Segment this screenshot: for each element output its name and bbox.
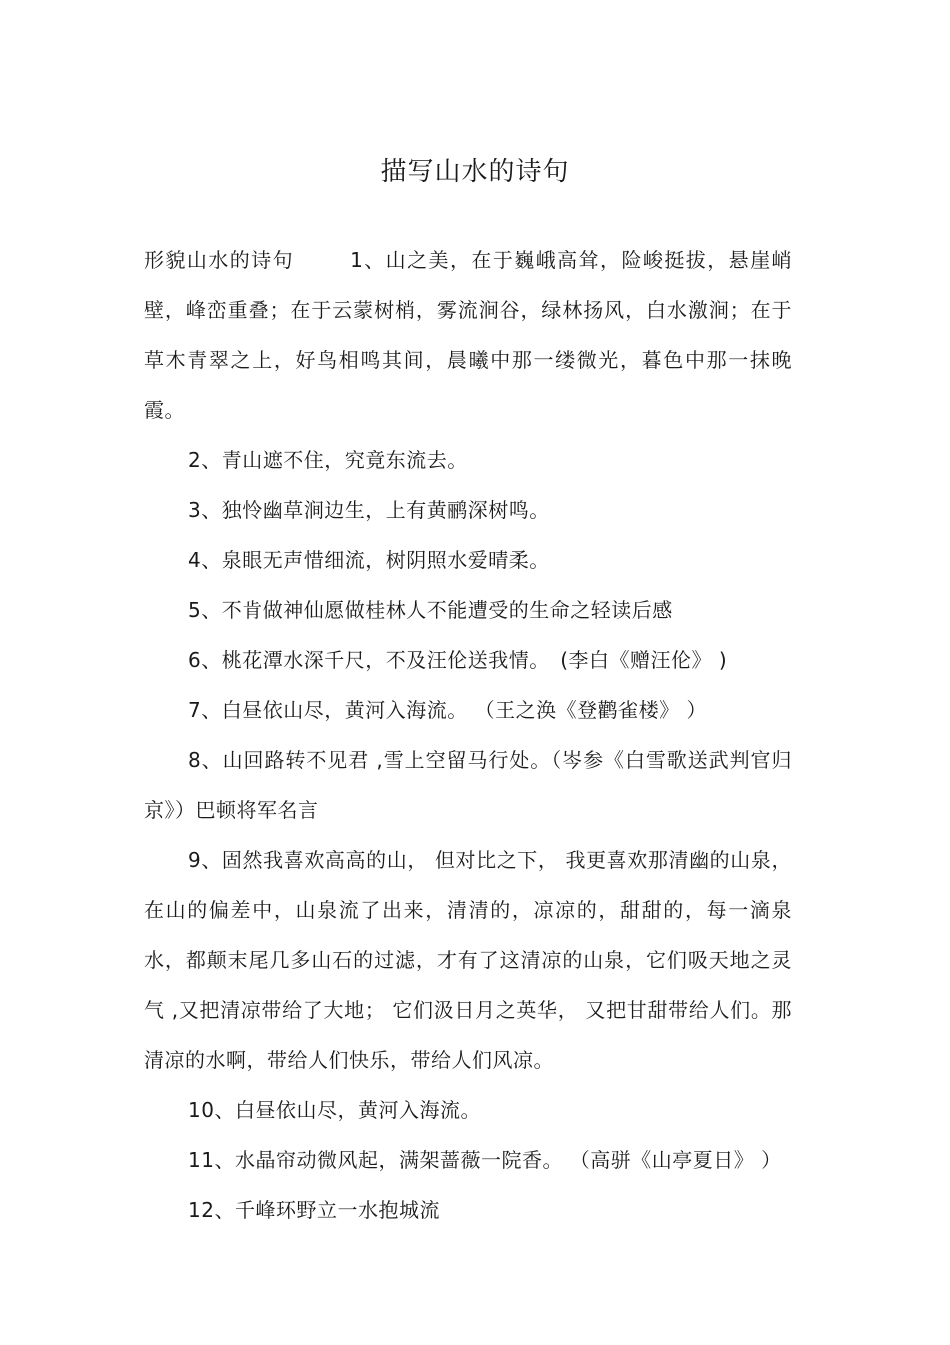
- paragraph-1-text: 1、山之美，在于巍峨高耸，险峻挺拔，悬崖峭壁，峰峦重叠；在于云蒙树梢，雾流涧谷，绿林扬风，白水激涧；在于草木青翠之上，好鸟相鸣其间，晨曦中那一缕微光，暮色中那一抹晚霞。: [144, 248, 793, 422]
- document-body: [144, 235, 792, 1235]
- paragraph-8: 8、山回路转不见君 ,雪上空留马行处。（岑参《白雪歌送武判官归京》）巴顿将军名言: [144, 748, 792, 822]
- paragraph-1: [144, 235, 792, 435]
- paragraph-10: 10、白昼依山尽，黄河入海流。: [188, 1098, 481, 1122]
- intro-label: 形貌山水的诗句: [144, 248, 295, 272]
- paragraph-9: 9、固然我喜欢高高的山， 但对比之下， 我更喜欢那清幽的山泉，在山的偏差中，山泉流了出来，清清的，凉凉的，甜甜的，每一滴泉水，都颠末尾几多山石的过滤，才有了这清凉的山泉，它们吸天地之灵气 ,又把清凉带给了大地； 它们汲日月之英华， 又把甘甜带给人们。那清凉的水啊，带给人们快乐，带给人们风凉。: [144, 848, 792, 1072]
- paragraph-11: 11、水晶帘动微风起，满架蔷薇一院香。 （高骈《山亭夏日》 ）: [188, 1148, 782, 1172]
- paragraph-12: 12、千峰环野立一水抱城流: [188, 1198, 440, 1222]
- document-title: 描写山水的诗句: [380, 157, 570, 187]
- paragraph-7: 7、白昼依山尽，黄河入海流。 （王之涣《登鹳雀楼》 ）: [188, 698, 707, 722]
- paragraph-3: 3、独怜幽草涧边生，上有黄鹂深树鸣。: [188, 498, 550, 522]
- paragraph-5: 5、不肯做神仙愿做桂林人不能遭受的生命之轻读后感: [188, 598, 673, 622]
- paragraph-4: 4、泉眼无声惜细流，树阴照水爱晴柔。: [188, 548, 550, 572]
- paragraph-2: 2、青山遮不住，究竟东流去。: [188, 448, 468, 472]
- paragraph-6: 6、桃花潭水深千尺，不及汪伦送我情。 (李白《赠汪伦》 ): [188, 648, 728, 672]
